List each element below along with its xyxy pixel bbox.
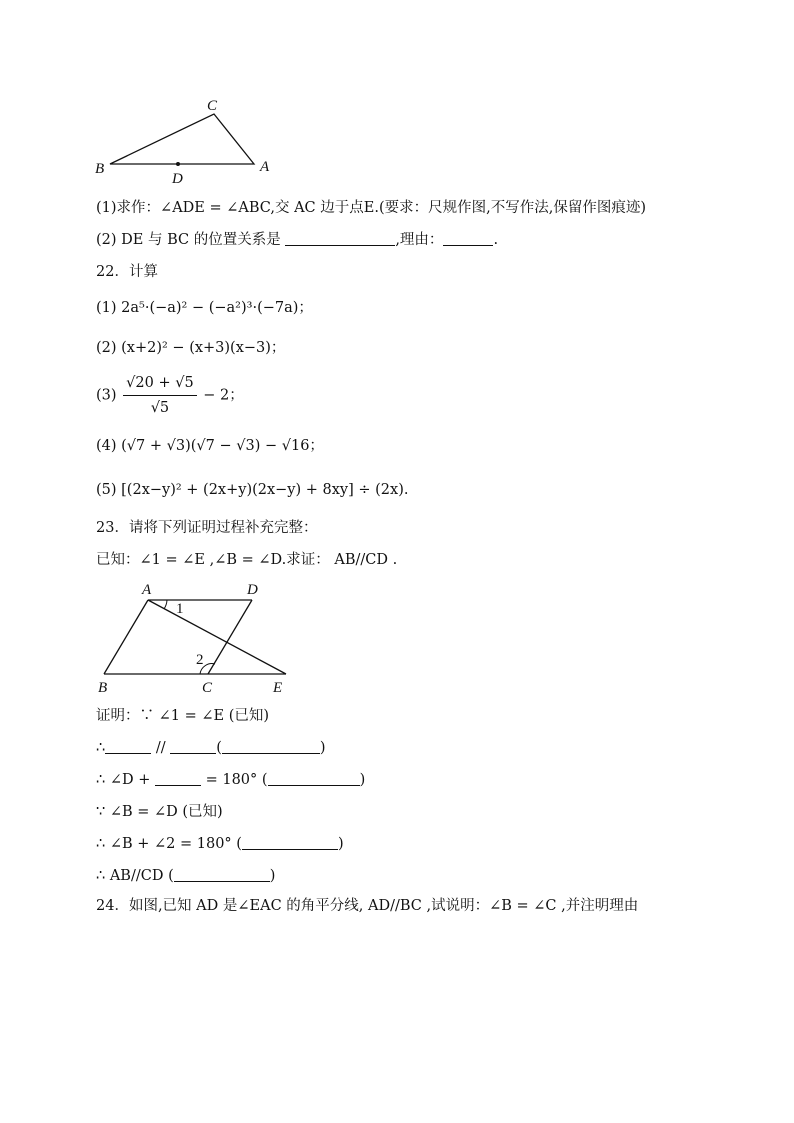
label-D: D: [172, 171, 183, 186]
q22-part4: [96, 436, 324, 456]
q21-part2-text: (2) DE 与 BC 的位置关系是: [96, 232, 281, 248]
open-paren: (: [261, 772, 268, 788]
q21-part1-text: (1)求作：∠ADE = ∠ABC,交 AC 边于点E.(要求：尺规作图,不写作法,保留作图痕迹): [96, 200, 646, 216]
answer-blank-line1[interactable]: [105, 739, 151, 754]
parallelogram-figure: [92, 578, 302, 698]
parallel-symbol: //: [155, 740, 166, 756]
q23-given-text: 已知：∠1 = ∠E ,∠B = ∠D.求证： AB//CD .: [96, 552, 398, 568]
answer-blank-relation[interactable]: [285, 231, 395, 246]
q23-step6: [96, 866, 275, 886]
q21-part2-period: .: [493, 232, 499, 248]
q22-part3: [96, 372, 244, 419]
q23-step4: [96, 802, 223, 822]
label-A: A: [142, 582, 152, 598]
label-C: C: [202, 680, 213, 696]
triangle-figure: [92, 96, 292, 186]
q23-given: [96, 550, 397, 570]
q22-part2: [96, 338, 285, 358]
q23-step3: [96, 770, 365, 790]
q22-part5: [96, 480, 408, 500]
label-A: A: [260, 159, 270, 175]
q21-part1: [96, 198, 646, 218]
label-D: D: [247, 582, 258, 598]
q23-step4-text: ∵ ∠B = ∠D (已知): [96, 804, 223, 820]
q23-title-text: 23．请将下列证明过程补充完整：: [96, 520, 318, 536]
q23-title: [96, 518, 317, 538]
therefore-symbol: ∴: [96, 740, 106, 756]
q23-step5-text: ∴ ∠B + ∠2 = 180°: [96, 836, 232, 852]
label-C: C: [207, 98, 218, 114]
q22-part3-label: (3): [96, 387, 117, 404]
q22-part1-text: (1) 2a⁵·(−a)² − (−a²)³·(−7a)；: [96, 300, 313, 316]
angle-label-2: 2: [196, 652, 204, 668]
close-paren: ): [359, 772, 366, 788]
q23-step3-equals: = 180°: [205, 772, 258, 788]
fraction-denominator: √5: [150, 400, 170, 416]
answer-blank-reason4[interactable]: [174, 867, 270, 882]
answer-blank-reason2[interactable]: [268, 771, 360, 786]
angle-label-1: 1: [176, 601, 184, 617]
q23-step6-text: ∴ AB//CD: [96, 868, 164, 884]
answer-blank-angle[interactable]: [155, 771, 201, 786]
q24-text: 24．如图,已知 AD 是∠EAC 的角平分线, AD//BC ,试说明：∠B = ∠C ,并注明理由: [96, 898, 639, 914]
fraction-numerator: √20 + √5: [123, 372, 197, 396]
q22-part5-text: (5) [(2x−y)² + (2x+y)(2x−y) + 8xy] ÷ (2x).: [96, 482, 409, 498]
close-paren: ): [319, 740, 326, 756]
q22-title: [96, 262, 158, 282]
q22-part1: [96, 298, 313, 318]
label-E: E: [273, 680, 283, 696]
q22-part2-text: (2) (x+2)² − (x+3)(x−3)；: [96, 340, 286, 356]
q23-step1: [96, 706, 269, 726]
open-paren: (: [168, 868, 174, 884]
q23-step2: [96, 738, 326, 758]
q22-part3-tail: − 2；: [203, 387, 244, 404]
answer-blank-reason[interactable]: [443, 231, 493, 246]
q24: [96, 896, 638, 916]
q21-part2: [96, 230, 498, 250]
close-paren: ): [269, 868, 276, 884]
label-B: B: [98, 680, 108, 696]
q21-part2-reason-label: ,理由：: [395, 232, 444, 248]
open-paren: (: [236, 836, 242, 852]
q23-step5: [96, 834, 344, 854]
q22-part4-text: (4) (√7 + √3)(√7 − √3) − √16；: [96, 438, 324, 454]
answer-blank-line2[interactable]: [170, 739, 216, 754]
q22-title-text: 22．计算: [96, 264, 158, 280]
label-B: B: [95, 161, 105, 177]
q23-step1-text: 证明：∵ ∠1 = ∠E (已知): [96, 708, 270, 724]
q23-step3-text: ∴ ∠D +: [96, 772, 151, 788]
fraction: [123, 372, 197, 419]
close-paren: ): [337, 836, 344, 852]
answer-blank-reason3[interactable]: [242, 835, 338, 850]
open-paren: (: [216, 740, 222, 756]
answer-blank-reason1[interactable]: [222, 739, 320, 754]
